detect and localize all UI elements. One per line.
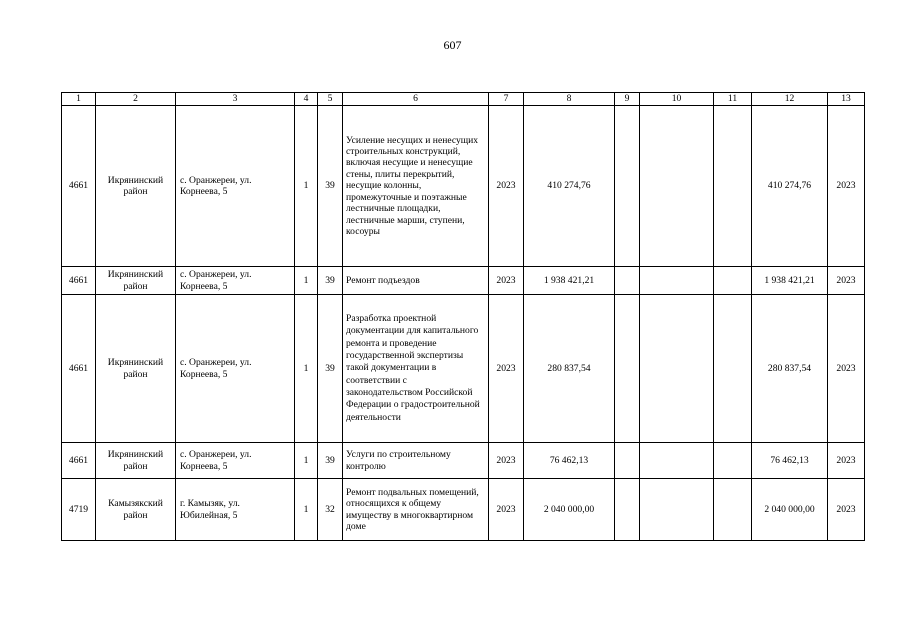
column-header-7: 7 xyxy=(489,93,524,106)
col5-cell: 39 xyxy=(318,443,343,479)
row-number-cell: 4661 xyxy=(62,443,96,479)
total-cost-cell: 280 837,54 xyxy=(524,295,615,443)
total-cost-cell: 1 938 421,21 xyxy=(524,267,615,295)
cost-cell: 280 837,54 xyxy=(752,295,828,443)
column-header-4: 4 xyxy=(295,93,318,106)
year-cell: 2023 xyxy=(489,443,524,479)
row-number-cell: 4661 xyxy=(62,295,96,443)
year-cell: 2023 xyxy=(489,267,524,295)
row-number-cell: 4661 xyxy=(62,106,96,267)
address-cell: с. Оранжереи, ул. Корнеева, 5 xyxy=(176,267,295,295)
col4-cell: 1 xyxy=(295,295,318,443)
column-header-11: 11 xyxy=(714,93,752,106)
address-cell: г. Камызяк, ул. Юбилейная, 5 xyxy=(176,479,295,541)
total-cost-cell: 2 040 000,00 xyxy=(524,479,615,541)
col11-cell xyxy=(714,295,752,443)
cost-cell: 410 274,76 xyxy=(752,106,828,267)
column-header-5: 5 xyxy=(318,93,343,106)
col5-cell: 32 xyxy=(318,479,343,541)
table-row xyxy=(62,295,865,443)
col10-cell xyxy=(640,479,714,541)
column-header-6: 6 xyxy=(343,93,489,106)
col4-cell: 1 xyxy=(295,443,318,479)
col10-cell xyxy=(640,267,714,295)
district-cell: Икрянинский район xyxy=(96,106,176,267)
col4-cell: 1 xyxy=(295,267,318,295)
work-type-cell: Усиление несущих и ненесущих строительных конструкций, включая несущие и ненесущие стены, плиты перекрытий, несущие колонны, промежуточные и поэтажные лестничные площадки, лестничные марши, ступени, косоуры xyxy=(343,106,489,267)
column-header-3: 3 xyxy=(176,93,295,106)
year-cell: 2023 xyxy=(489,106,524,267)
cost-cell: 2 040 000,00 xyxy=(752,479,828,541)
cost-cell: 1 938 421,21 xyxy=(752,267,828,295)
work-type-cell: Ремонт подвальных помещений, относящихся к общему имуществу в многоквартирном доме xyxy=(343,479,489,541)
completion-year-cell: 2023 xyxy=(828,267,865,295)
row-number-cell: 4719 xyxy=(62,479,96,541)
table-row xyxy=(62,267,865,295)
column-header-12: 12 xyxy=(752,93,828,106)
col9-cell xyxy=(615,443,640,479)
col9-cell xyxy=(615,295,640,443)
completion-year-cell: 2023 xyxy=(828,479,865,541)
col4-cell: 1 xyxy=(295,106,318,267)
work-type-cell: Разработка проектной документации для капитального ремонта и проведение государственной экспертизы такой документации в соответствии с законодательством Российской Федерации о градостроительной деятельности xyxy=(343,295,489,443)
table-row xyxy=(62,106,865,267)
page-number: 607 xyxy=(443,38,462,52)
col10-cell xyxy=(640,443,714,479)
col9-cell xyxy=(615,479,640,541)
address-cell: с. Оранжереи, ул. Корнеева, 5 xyxy=(176,106,295,267)
col11-cell xyxy=(714,267,752,295)
district-cell: Камызякский район xyxy=(96,479,176,541)
completion-year-cell: 2023 xyxy=(828,106,865,267)
year-cell: 2023 xyxy=(489,479,524,541)
column-header-13: 13 xyxy=(828,93,865,106)
total-cost-cell: 410 274,76 xyxy=(524,106,615,267)
col5-cell: 39 xyxy=(318,295,343,443)
cost-cell: 76 462,13 xyxy=(752,443,828,479)
column-header-10: 10 xyxy=(640,93,714,106)
col10-cell xyxy=(640,295,714,443)
capital-repair-table xyxy=(61,92,865,541)
column-header-9: 9 xyxy=(615,93,640,106)
completion-year-cell: 2023 xyxy=(828,295,865,443)
column-number-header-row xyxy=(62,93,865,106)
completion-year-cell: 2023 xyxy=(828,443,865,479)
row-number-cell: 4661 xyxy=(62,267,96,295)
col4-cell: 1 xyxy=(295,479,318,541)
col5-cell: 39 xyxy=(318,267,343,295)
district-cell: Икрянинский район xyxy=(96,295,176,443)
column-header-1: 1 xyxy=(62,93,96,106)
table-row xyxy=(62,443,865,479)
address-cell: с. Оранжереи, ул. Корнеева, 5 xyxy=(176,295,295,443)
col9-cell xyxy=(615,267,640,295)
address-cell: с. Оранжереи, ул. Корнеева, 5 xyxy=(176,443,295,479)
district-cell: Икрянинский район xyxy=(96,267,176,295)
column-header-2: 2 xyxy=(96,93,176,106)
table-row xyxy=(62,479,865,541)
col9-cell xyxy=(615,106,640,267)
total-cost-cell: 76 462,13 xyxy=(524,443,615,479)
work-type-cell: Услуги по строительному контролю xyxy=(343,443,489,479)
district-cell: Икрянинский район xyxy=(96,443,176,479)
work-type-cell: Ремонт подъездов xyxy=(343,267,489,295)
col11-cell xyxy=(714,106,752,267)
year-cell: 2023 xyxy=(489,295,524,443)
col10-cell xyxy=(640,106,714,267)
col11-cell xyxy=(714,479,752,541)
col5-cell: 39 xyxy=(318,106,343,267)
col11-cell xyxy=(714,443,752,479)
column-header-8: 8 xyxy=(524,93,615,106)
